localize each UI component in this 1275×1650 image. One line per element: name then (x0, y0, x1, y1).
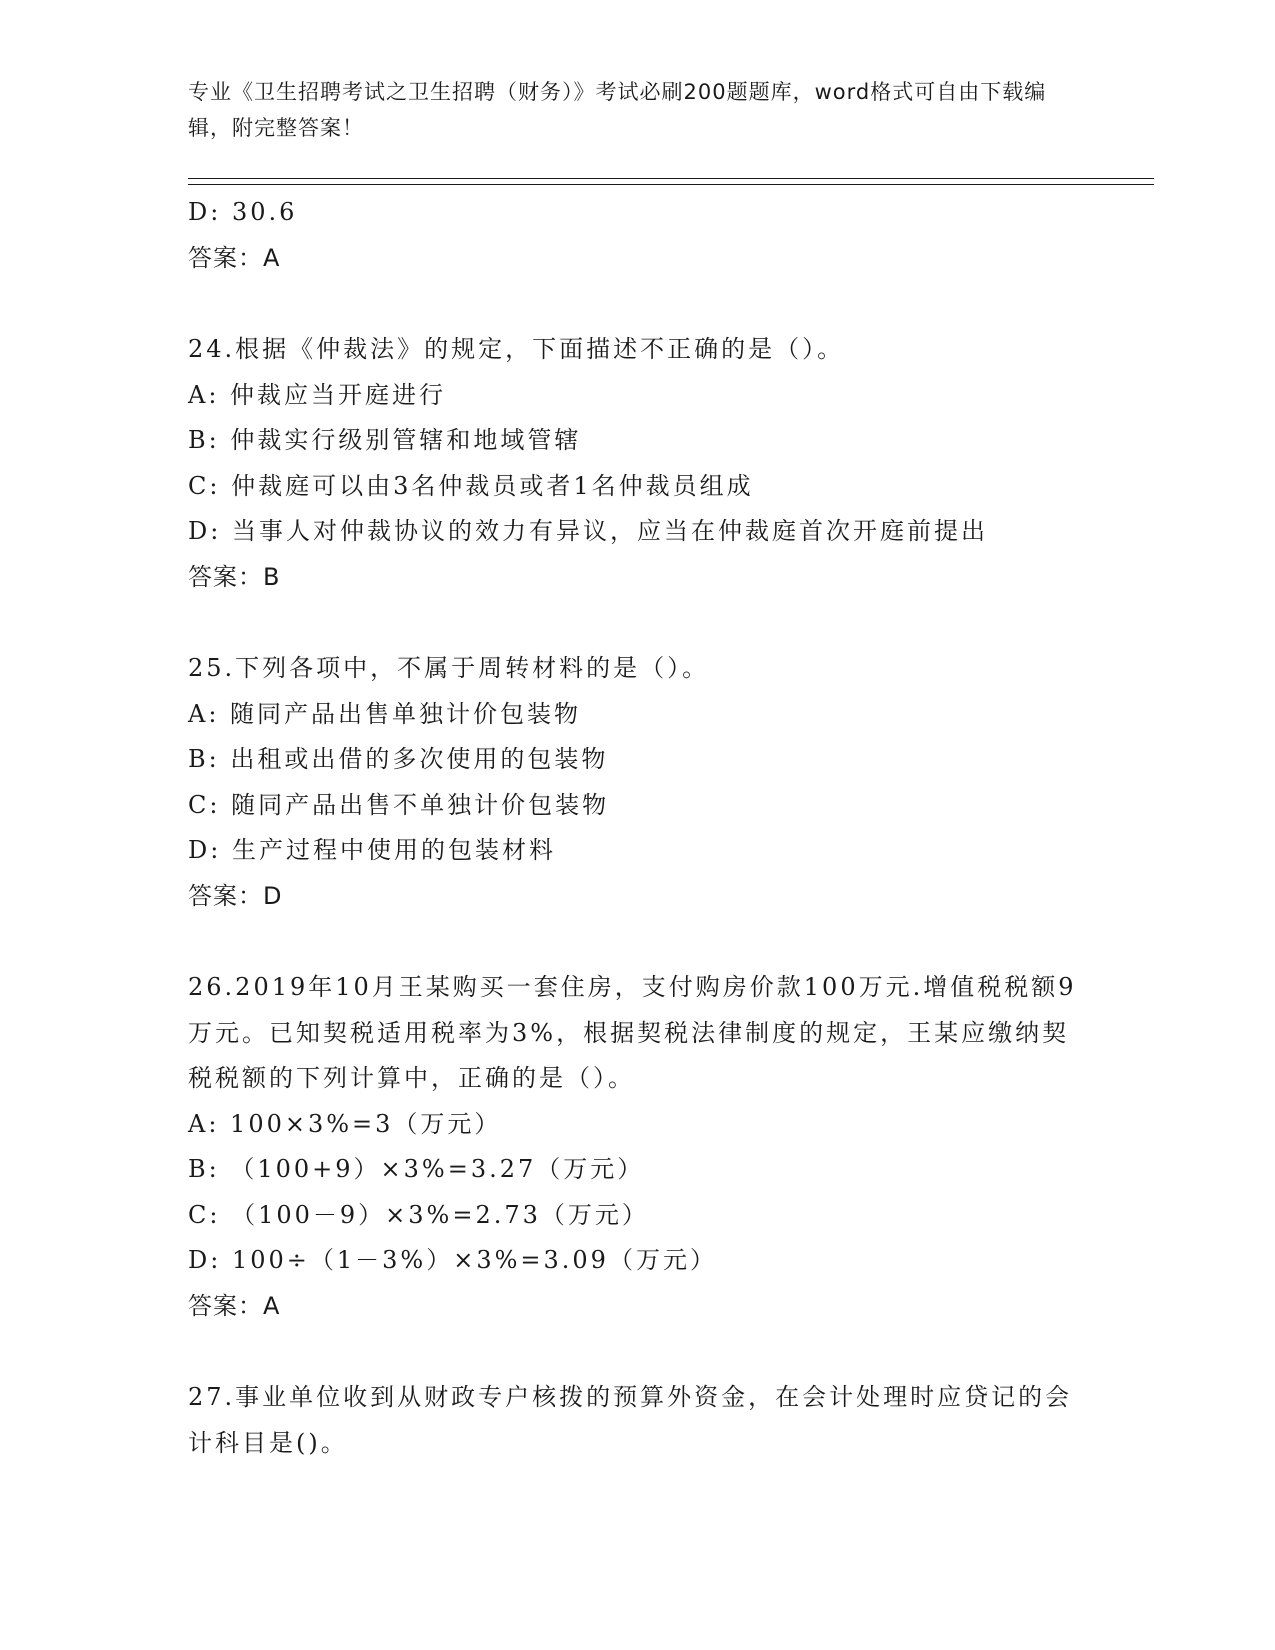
answer-line: 答案：B (188, 562, 281, 591)
option-b: B: （100+9）×3%=3.27（万元） (188, 1155, 645, 1183)
question-24 (188, 327, 1088, 600)
answer-line: 答案：D (188, 881, 283, 910)
question-text: 26.2019年10月王某购买一套住房，支付购房价款100万元.增值税税额9万元。已知契税适用税率为3%，根据契税法律制度的规定，王某应缴纳契税税额的下列计算中，正确的是（）。 (188, 973, 1077, 1092)
header-divider-top (188, 178, 1154, 179)
answer-line: 答案：A (188, 1291, 281, 1320)
option-a: A: 100×3%=3（万元） (188, 1109, 502, 1138)
option-c: C: 随同产品出售不单独计价包装物 (188, 790, 610, 819)
option-d: D: 100÷（1－3%）×3%=3.09（万元） (188, 1246, 717, 1274)
question-text: 25.下列各项中，不属于周转材料的是（）。 (188, 654, 710, 682)
option-c: C: （100－9）×3%=2.73（万元） (188, 1200, 649, 1229)
document-header: 专业《卫生招聘考试之卫生招聘（财务）》考试必刷200题题库，word格式可自由下载编辑，附完整答案！ (188, 80, 1047, 140)
option-c: C: 仲裁庭可以由3名仲裁员或者1名仲裁员组成 (188, 471, 754, 500)
header-divider-bottom (188, 184, 1154, 185)
option-d: D: 生产过程中使用的包装材料 (188, 836, 556, 864)
question-text: 27.事业单位收到从财政专户核拨的预算外资金，在会计处理时应贷记的会计科目是()。 (188, 1383, 1073, 1457)
option-d: D: 当事人对仲裁协议的效力有异议，应当在仲裁庭首次开庭前提出 (188, 517, 988, 545)
option-b: B: 出租或出借的多次使用的包装物 (188, 745, 609, 773)
option-d: D: 30.6 (188, 198, 298, 226)
question-list (188, 190, 1088, 1466)
answer-line: 答案：A (188, 243, 281, 272)
question-27 (188, 1375, 1088, 1466)
option-a: A: 仲裁应当开庭进行 (188, 380, 447, 409)
option-a: A: 随同产品出售单独计价包装物 (188, 699, 582, 728)
question-25 (188, 646, 1088, 919)
option-b: B: 仲裁实行级别管辖和地域管辖 (188, 426, 582, 454)
question-26 (188, 965, 1088, 1329)
question-text: 24.根据《仲裁法》的规定，下面描述不正确的是（）。 (188, 335, 845, 363)
